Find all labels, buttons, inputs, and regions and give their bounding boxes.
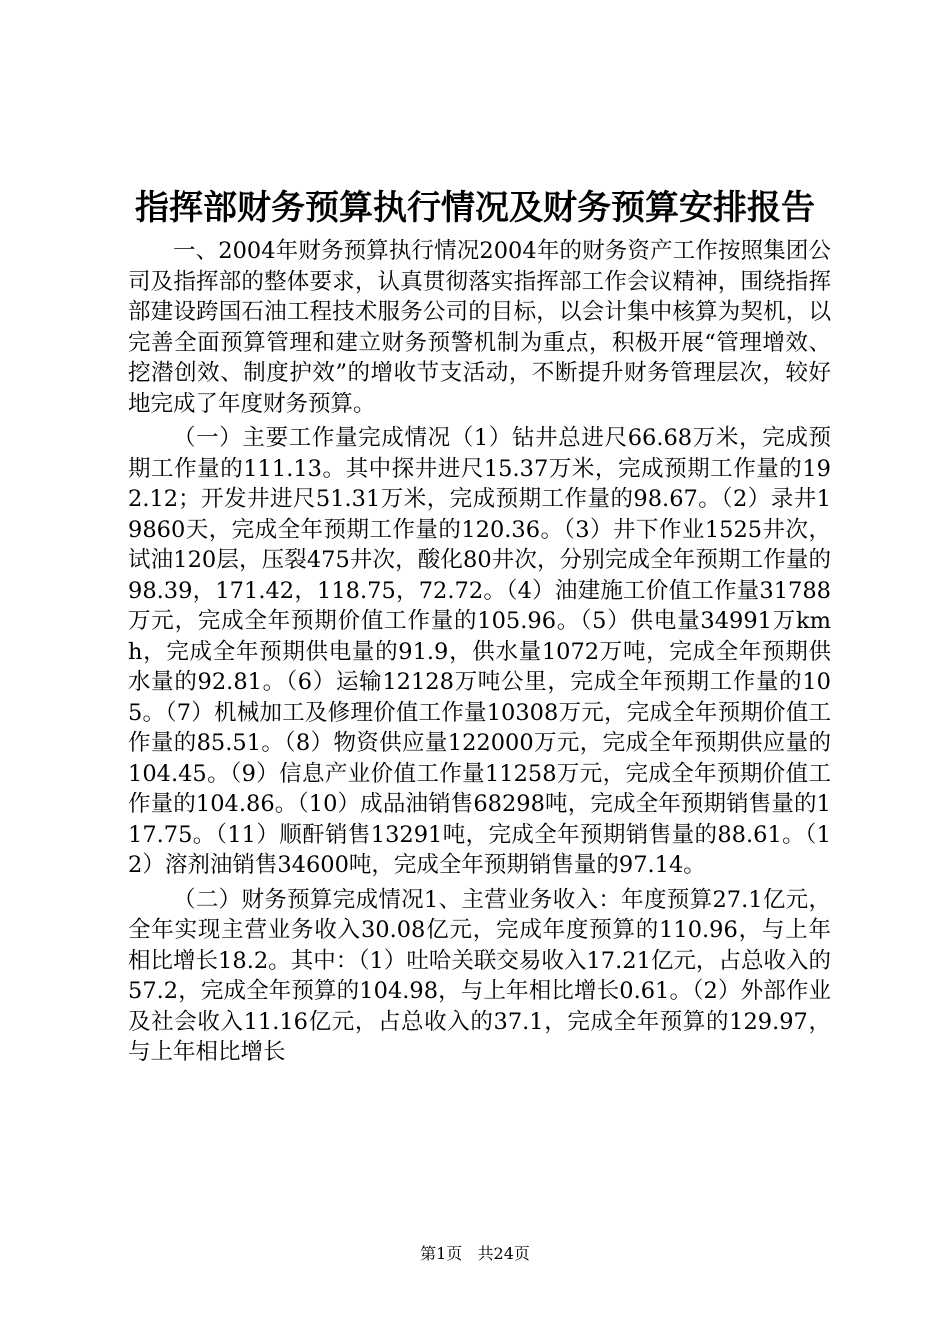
page-footer-separator	[467, 1244, 472, 1263]
paragraph-budget-completion: （二）财务预算完成情况1、主营业务收入：年度预算27.1亿元，全年实现主营业务收入30.08亿元，完成年度预算的110.96，与上年相比增长18.2。其中：（1）吐哈关联交易收入17.21亿元，占总收入的57.2，完成全年预算的104.98，与上年相比增长0.61。（2）外部作业及社会收入11.16亿元，占总收入的37.1，完成全年预算的129.97，与上年相比增长	[128, 886, 831, 1065]
document-title: 指挥部财务预算执行情况及财务预算安排报告	[135, 188, 815, 228]
page-footer	[0, 1244, 950, 1264]
document-body	[128, 236, 831, 1072]
page-number: 第1页	[420, 1244, 463, 1263]
paragraph-execution-overview: 一、2004年财务预算执行情况2004年的财务资产工作按照集团公司及指挥部的整体要求，认真贯彻落实指挥部工作会议精神，围绕指挥部建设跨国石油工程技术服务公司的目标，以会计集中核算为契机，以完善全面预算管理和建立财务预警机制为重点，积极开展“管理增效、挖潜创效、制度护效”的增收节支活动，不断提升财务管理层次，较好地完成了年度财务预算。	[128, 238, 831, 417]
page-total: 共24页	[477, 1244, 530, 1263]
paragraph-workload-completion: （一）主要工作量完成情况（1）钻井总进尺66.68万米，完成预期工作量的111.13。其中探井进尺15.37万米，完成预期工作量的192.12；开发井进尺51.31万米，完成预期工作量的98.67。（2）录井19860天，完成全年预期工作量的120.36。（3）井下作业1525井次，试油120层，压裂475井次，酸化80井次，分别完成全年预期工作量的98.39，171.42，118.75，72.72。（4）油建施工价值工作量31788万元，完成全年预期价值工作量的105.96。（5）供电量34991万kmh，完成全年预期供电量的91.9，供水量1072万吨，完成全年预期供水量的92.81。（6）运输12128万吨公里，完成全年预期工作量的105。（7）机械加工及修理价值工作量10308万元，完成全年预期价值工作量的85.51。（8）物资供应量122000万元，完成全年预期供应量的104.45。（9）信息产业价值工作量11258万元，完成全年预期价值工作量的104.86。（10）成品油销售68298吨，完成全年预期销售量的117.75。（11）顺酐销售13291吨，完成全年预期销售量的88.61。（12）溶剂油销售34600吨，完成全年预期销售量的97.14。	[128, 425, 831, 878]
